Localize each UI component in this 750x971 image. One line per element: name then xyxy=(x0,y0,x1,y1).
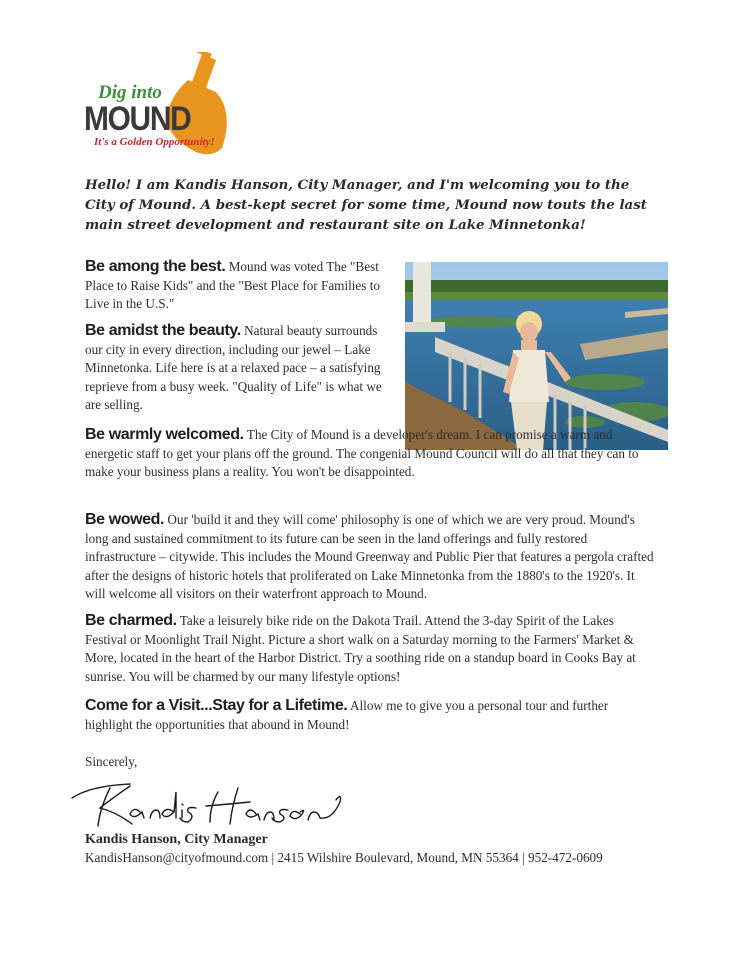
signer-name: Kandis Hanson, City Manager xyxy=(85,832,268,847)
section-body: Mound was voted The "Best Place to Raise Kids" and the "Best Place for Families to Live in the U.S." xyxy=(85,259,380,312)
logo-mound-text: MOUND xyxy=(84,100,191,138)
section-body: Natural beauty surrounds our city in every direction, including our jewel – Lake Minnetonka. Life here is at a relaxed pace – a satisfying reprieve from a busy week. "Quality of Life" is what we are selling. xyxy=(85,323,382,413)
section-best xyxy=(85,258,390,314)
closing-salutation: Sincerely, xyxy=(85,754,138,769)
section-body: Take a leisurely bike ride on the Dakota Trail. Attend the 3-day Spirit of the Lakes Festival or Moonlight Trail Night. Picture a short walk on a Saturday morning to the Farmers' Market & More, located in the heart of the Harbor District. Try a soothing ride on a standup board in Cooks Bay at sunrise. You will be charmed by our many lifestyle options! xyxy=(85,613,636,684)
section-heading: Be charmed. xyxy=(85,612,177,629)
handwritten-signature xyxy=(70,778,360,833)
section-body: Allow me to give you a personal tour and further highlight the opportunities that abound in Mound! xyxy=(85,698,609,732)
section-body: Our 'build it and they will come' philosophy is one of which we are very proud. Mound's long and sustained commitment to its future can be seen in the land offerings and fully restored infrastructure – citywide. This includes the Mound Greenway and Public Pier that features a pergola crafted after the designs of historic hotels that proliferated on Lake Minnetonka from the 1880's to the 1920's. It will welcome all visitors on their waterfront approach to Mound. xyxy=(85,512,654,602)
section-heading: Be wowed. xyxy=(85,511,165,528)
section-heading: Be among the best. xyxy=(85,258,226,275)
logo-tagline: It's a Golden Opportunity! xyxy=(94,136,215,148)
contact-line: KandisHanson@cityofmound.com | 2415 Wilshire Boulevard, Mound, MN 55364 | 952-472-0609 xyxy=(85,850,603,865)
section-welcomed xyxy=(85,426,655,482)
section-visit xyxy=(85,697,655,734)
section-heading: Be amidst the beauty. xyxy=(85,322,241,339)
section-heading: Come for a Visit...Stay for a Lifetime. xyxy=(85,697,348,714)
section-heading: Be warmly welcomed. xyxy=(85,426,244,443)
section-wowed xyxy=(85,511,655,604)
logo-dig-text: Dig into xyxy=(98,82,162,103)
section-beauty xyxy=(85,322,390,415)
lakeside-photo xyxy=(405,262,668,450)
intro-paragraph: Hello! I am Kandis Hanson, City Manager, and I'm welcoming you to the City of Mound. A best-kept secret for some time, Mound now touts the last main street development and restaurant site on Lake Minnetonka! xyxy=(85,177,647,233)
section-charmed xyxy=(85,612,655,686)
section-body: The City of Mound is a developer's dream. I can promise a warm and energetic staff to get your plans off the ground. The congenial Mound Council will do all that they can to make your business plans a reality. You won't be disappointed. xyxy=(85,427,639,480)
dig-into-mound-logo xyxy=(84,52,244,157)
